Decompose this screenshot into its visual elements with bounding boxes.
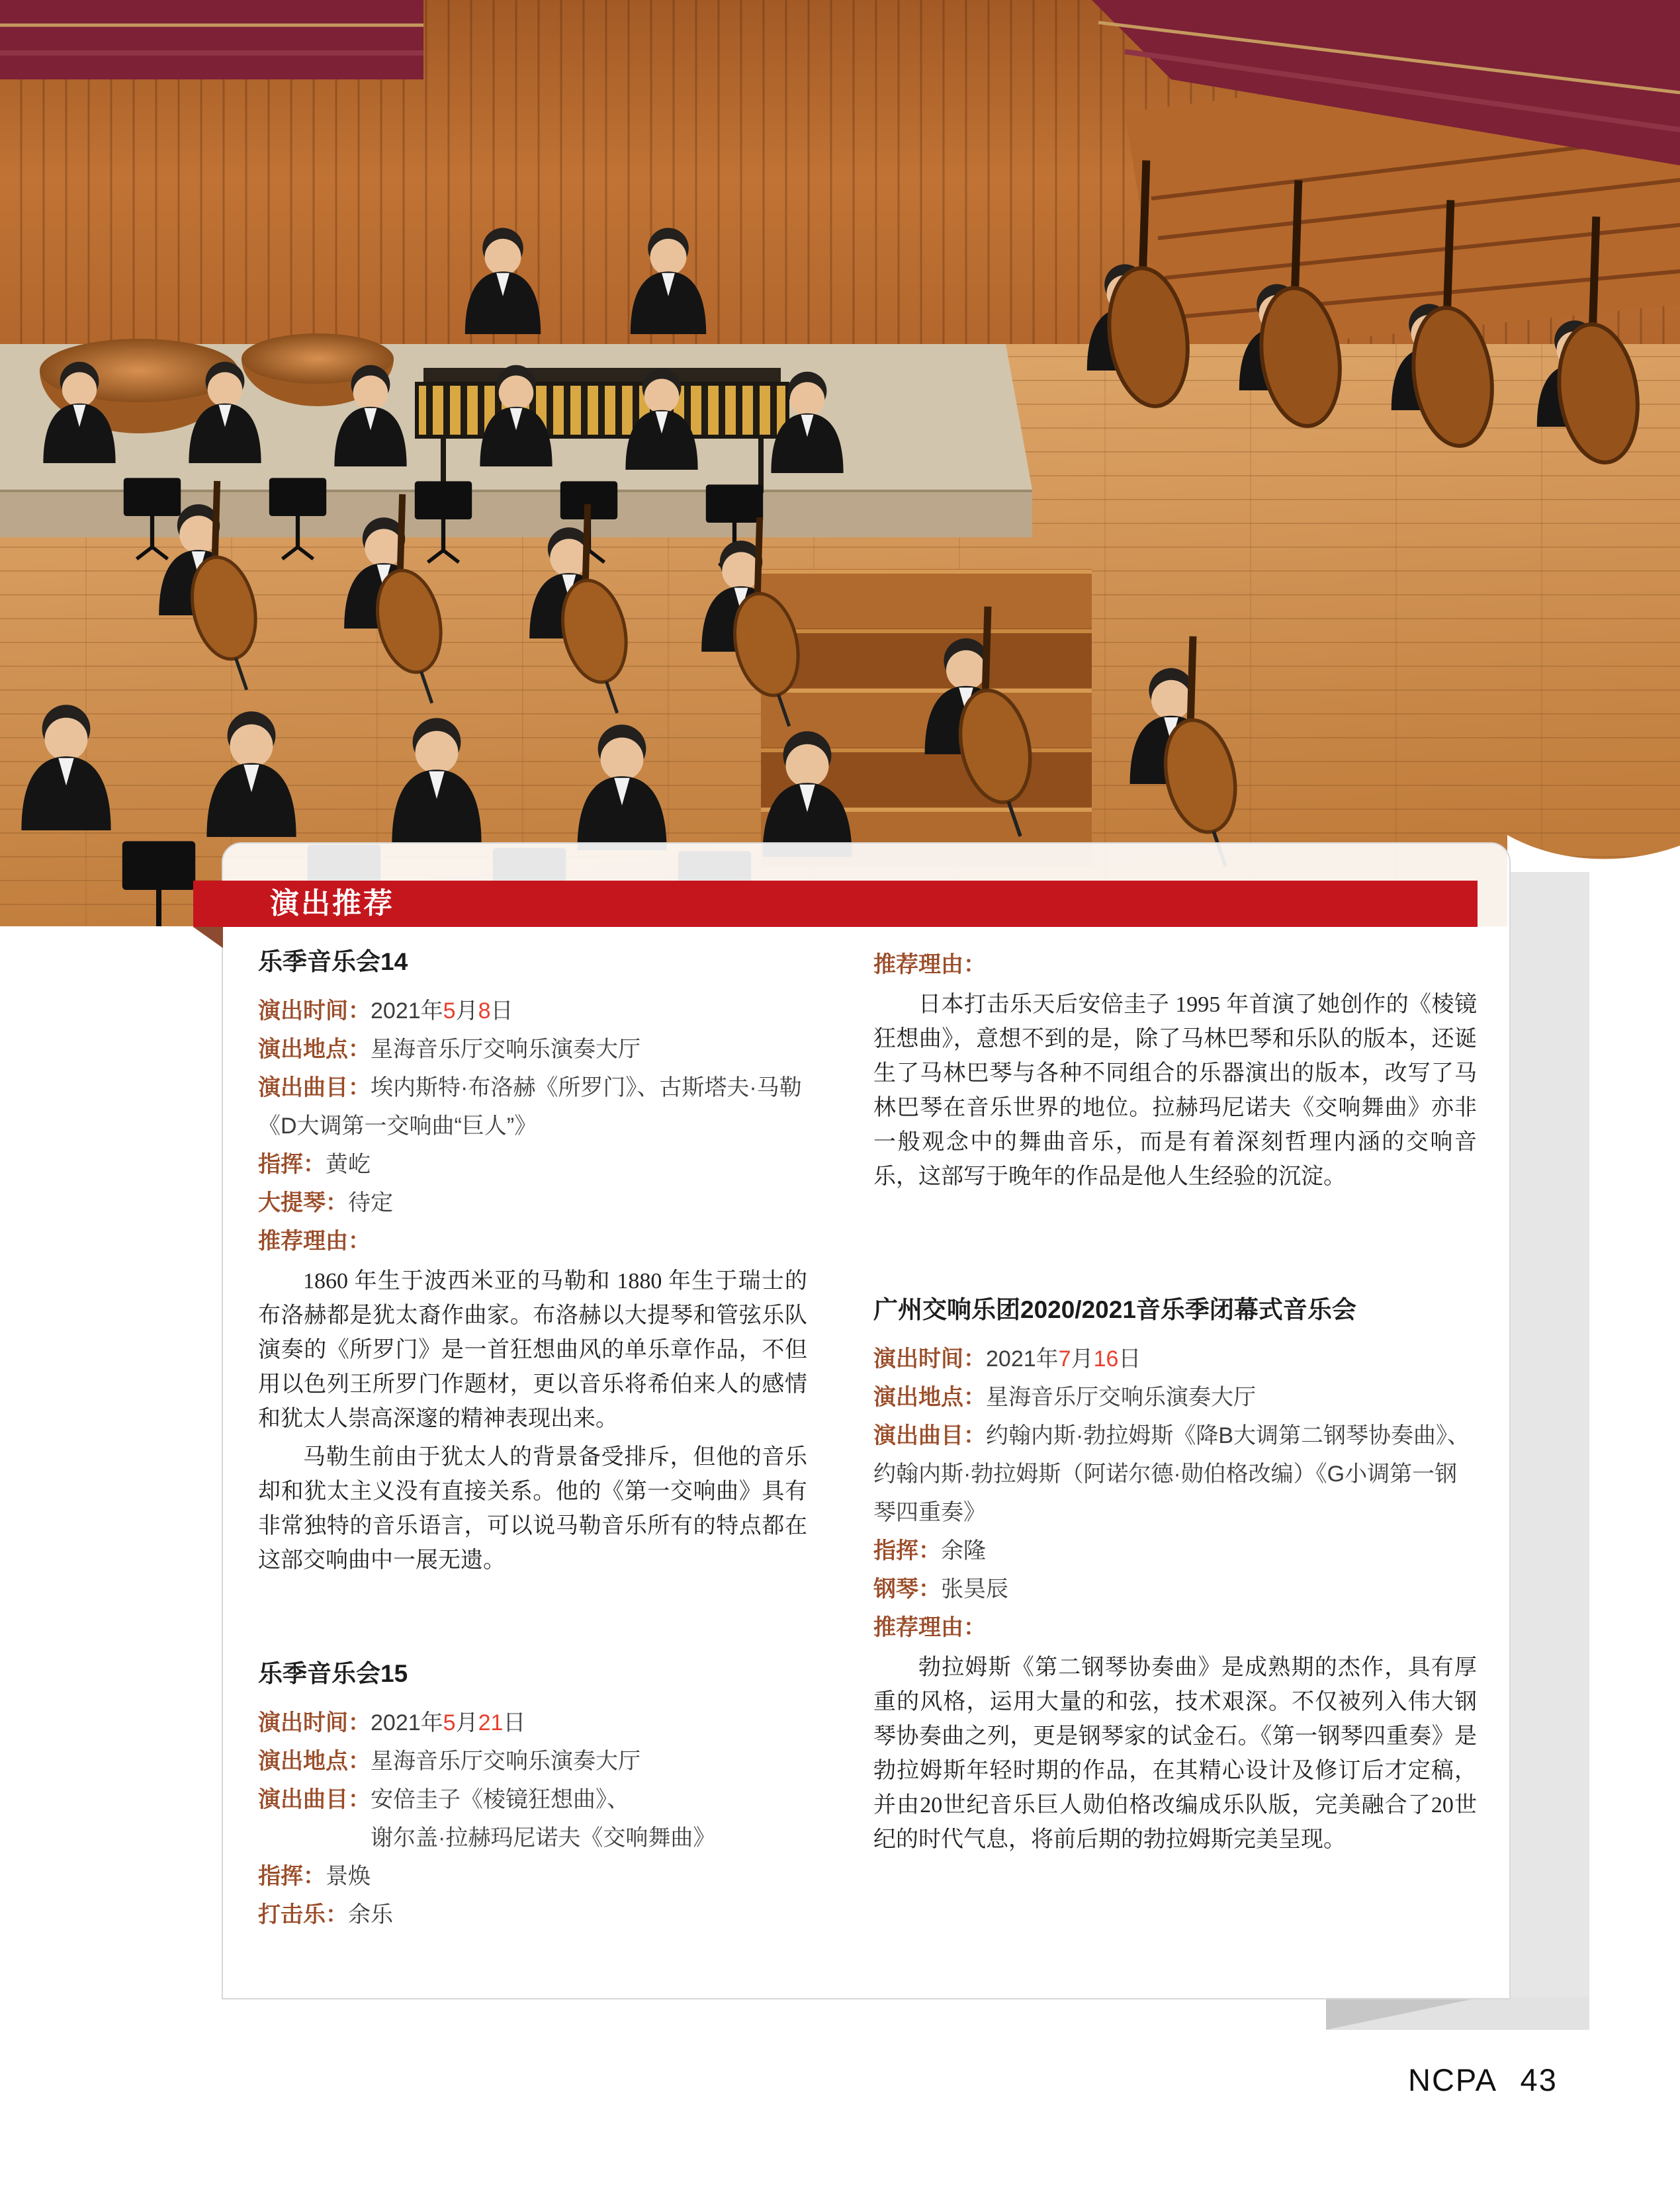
concert15-reason-label: 推荐理由：	[873, 952, 986, 977]
concert-gz-time	[873, 1340, 1477, 1378]
orchestra-photo	[0, 0, 1680, 926]
time-day: 8	[478, 998, 491, 1024]
conductor-label: 指挥：	[258, 1864, 326, 1889]
conductor-value: 黄屹	[326, 1152, 371, 1177]
concert14-cello	[258, 1184, 807, 1222]
time-label: 演出时间：	[258, 998, 371, 1024]
concert-gz-reason: 勃拉姆斯《第二钢琴协奏曲》是成熟期的杰作，具有厚重的风格，运用大量的和弦，技术艰深。不仅被列入伟大钢琴协奏曲之列，更是钢琴家的试金石。《第一钢琴四重奏》是勃拉姆斯年轻时期的作品，在其精心设计及修订后才定稿，并由20世纪音乐巨人勋伯格改编成乐队版，完美融合了20世纪的时代气息，将前后期的勃拉姆斯完美呈现。	[873, 1655, 1477, 1852]
recommendation-card	[222, 842, 1511, 1999]
program-value: 约翰内斯·勃拉姆斯《降B大调第二钢琴协奏曲》、约翰内斯·勃拉姆斯（阿诺尔德·勋伯格改编）《G小调第一钢琴四重奏》	[873, 1423, 1470, 1525]
program-label: 演出曲目：	[258, 1075, 371, 1100]
time-month: 5	[443, 1710, 456, 1735]
program-label: 演出曲目：	[258, 1787, 371, 1812]
left-column	[258, 945, 807, 1934]
concert14-reason-p2: 马勒生前由于犹太人的背景备受排斥，但他的音乐却和犹太主义没有直接关系。他的《第一交响曲》具有非常独特的音乐语言，可以说马勒音乐所有的特点都在这部交响曲中一展无遗。	[258, 1445, 807, 1573]
conductor-label: 指挥：	[873, 1538, 941, 1563]
venue-value: 星海音乐厅交响乐演奏大厅	[371, 1749, 641, 1774]
time-month-unit: 月	[455, 998, 478, 1024]
time-year: 2021年	[986, 1346, 1059, 1372]
cello-label: 大提琴：	[258, 1190, 348, 1215]
concert-gz-program	[873, 1417, 1477, 1532]
concert15-reason: 日本打击乐天后安倍圭子 1995 年首演了她创作的《棱镜狂想曲》，意想不到的是，除了马林巴琴和乐队的版本，还诞生了马林巴琴与各种不同组合的乐器演出的版本，改写了马林巴琴在音乐世界的地位。拉赫玛尼诺夫《交响舞曲》亦非一般观念中的舞曲音乐，而是有着深刻哲理内涵的交响音乐，这部写于晚年的作品是他人生经验的沉淀。	[873, 992, 1477, 1189]
time-label: 演出时间：	[873, 1346, 986, 1372]
time-year: 2021年	[371, 998, 443, 1024]
time-day: 21	[478, 1710, 504, 1735]
conductor-value: 余隆	[941, 1538, 986, 1563]
concert-gz-venue	[873, 1378, 1477, 1417]
piano-value: 张昊辰	[941, 1577, 1008, 1602]
concert14-reason-label: 推荐理由：	[258, 1229, 371, 1254]
concert15-percussion	[258, 1896, 807, 1934]
concert14-program	[258, 1069, 807, 1145]
program-value	[371, 1780, 715, 1857]
concert14-title: 乐季音乐会14	[258, 948, 408, 975]
piano-label: 钢琴：	[873, 1577, 941, 1602]
concert14-reason-p1: 1860 年生于波西米亚的马勒和 1880 年生于瑞士的布洛赫都是犹太裔作曲家。布洛赫以大提琴和管弦乐队演奏的《所罗门》是一首狂想曲风的单乐章作品，不但用以色列王所罗门作题材，更以音乐将希伯来人的感情和犹太人崇高深邃的精神表现出来。	[258, 1269, 807, 1431]
time-year: 2021年	[371, 1710, 443, 1735]
program-value: 埃内斯特·布洛赫《所罗门》、古斯塔夫·马勒《D大调第一交响曲“巨人”》	[258, 1075, 802, 1139]
page-number: NCPA 43	[1408, 2062, 1558, 2097]
card-side-shadow	[1509, 872, 1589, 2030]
time-day-unit: 日	[490, 998, 513, 1024]
time-day: 16	[1093, 1346, 1119, 1372]
time-month-unit: 月	[1071, 1346, 1094, 1372]
time-month-unit: 月	[455, 1710, 478, 1735]
time-label: 演出时间：	[258, 1710, 371, 1735]
conductor-label: 指挥：	[258, 1152, 326, 1177]
program-label: 演出曲目：	[873, 1423, 986, 1448]
program-line1: 安倍圭子《棱镜狂想曲》、	[371, 1787, 629, 1812]
time-day-unit: 日	[1118, 1346, 1141, 1372]
concert15-time	[258, 1704, 807, 1742]
concert15-conductor	[258, 1857, 807, 1896]
time-month: 5	[443, 998, 456, 1024]
venue-value: 星海音乐厅交响乐演奏大厅	[371, 1037, 641, 1062]
concert-gz-reason-label: 推荐理由：	[873, 1615, 986, 1640]
concert-gz-conductor	[873, 1532, 1477, 1570]
banner-fold	[193, 927, 223, 948]
section-banner-title: 演出推荐	[270, 887, 394, 920]
venue-value: 星海音乐厅交响乐演奏大厅	[986, 1385, 1256, 1410]
concert-gz-piano	[873, 1570, 1477, 1608]
time-day-unit: 日	[503, 1710, 526, 1735]
cello-value: 待定	[348, 1190, 393, 1215]
concert15-title: 乐季音乐会15	[258, 1660, 408, 1687]
venue-label: 演出地点：	[258, 1037, 371, 1062]
program-line2: 谢尔盖·拉赫玛尼诺夫《交响舞曲》	[371, 1825, 716, 1851]
percussion-label: 打击乐：	[258, 1902, 348, 1927]
concert15-venue	[258, 1742, 807, 1780]
concert14-time	[258, 992, 807, 1030]
venue-label: 演出地点：	[873, 1385, 986, 1410]
concert14-conductor	[258, 1145, 807, 1184]
concert-gz-title: 广州交响乐团2020/2021音乐季闭幕式音乐会	[873, 1296, 1356, 1323]
right-column	[873, 945, 1477, 1857]
concert14-venue	[258, 1030, 807, 1069]
concert15-program	[258, 1780, 807, 1857]
venue-label: 演出地点：	[258, 1749, 371, 1774]
percussion-value: 余乐	[348, 1902, 393, 1927]
conductor-value: 景焕	[326, 1864, 371, 1889]
time-month: 7	[1058, 1346, 1071, 1372]
section-banner	[193, 881, 1478, 927]
